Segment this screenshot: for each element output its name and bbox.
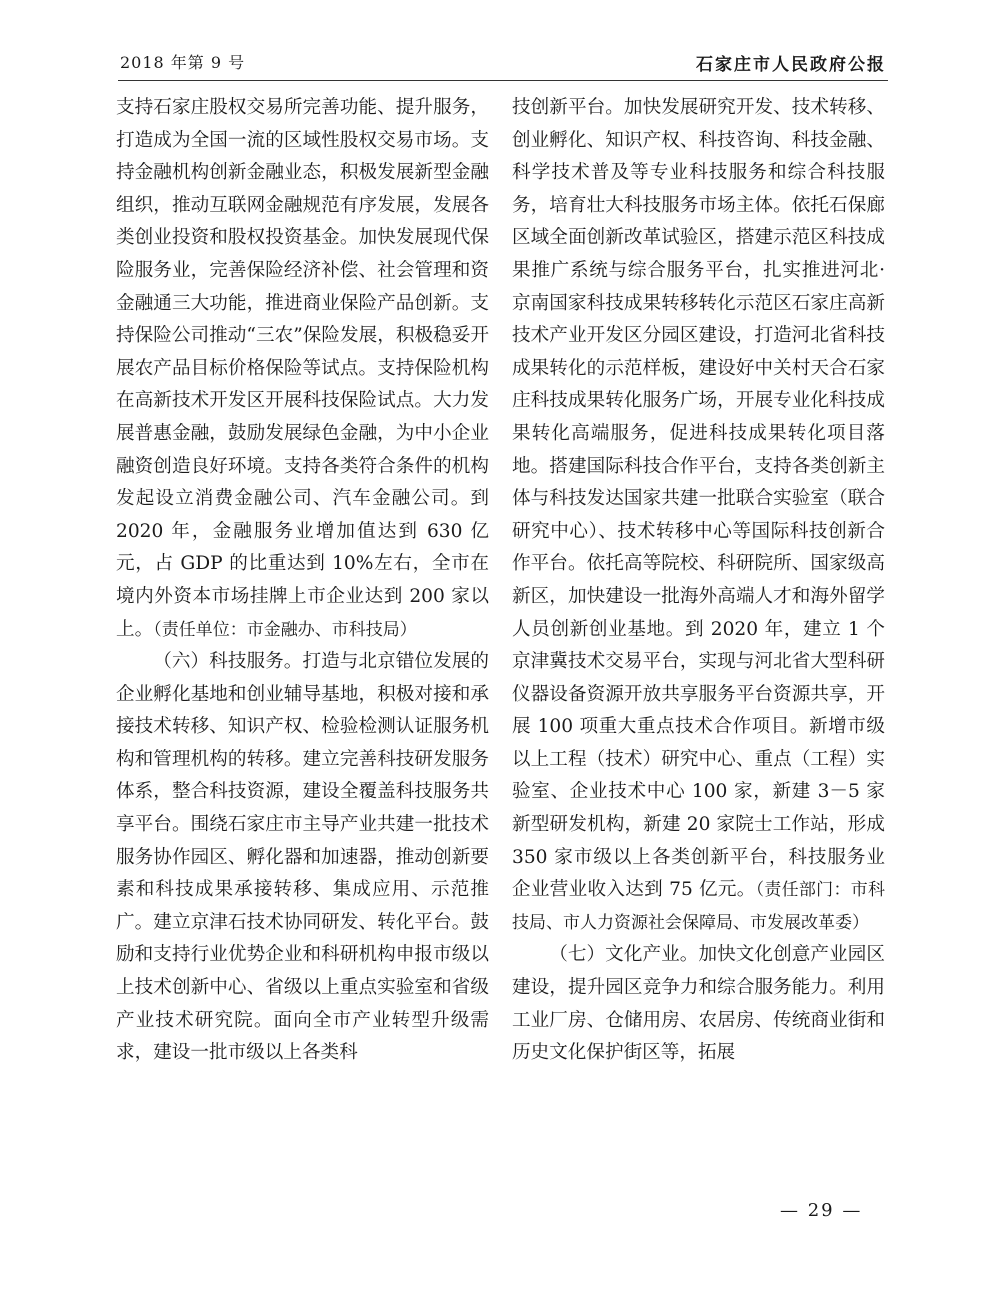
responsibility-note: （责任单位：市金融办、市科技局） — [153, 619, 417, 640]
page-header — [118, 50, 888, 81]
page-number: — 29 — — [780, 1200, 863, 1221]
paragraph-culture-industry: （七）文化产业。加快文化创意产业园区建设，提升园区竞争力和综合服务能力。利用工业厂房、仓储用房、农居房、传统商业街和历史文化保护街区等，拓展 — [512, 944, 885, 1064]
responsibility-note: （责任部门：市科技局、市人力资源社会保障局、市发展改革委） — [512, 880, 885, 933]
journal-title: 石家庄市人民政府公报 — [696, 55, 886, 75]
left-column — [116, 92, 489, 1070]
paragraph-text: 技创新平台。加快发展研究开发、技术转移、创业孵化、知识产权、科技咨询、科技金融、科学技术普及等专业科技服务和综合科技服务，培育壮大科技服务市场主体。依托石保廊区域全面创新改革试验区，搭建示范区科技成果推广系统与综合服务平台，扎实推进河北·京南国家科技成果转移转化示范区石家庄高新技术产业开发区分园区建设，打造河北省科技成果转化的示范样板，建设好中关村天合石家庄科技成果转化服务广场，开展专业化科技成果转化高端服务，促进科技成果转化项目落地。搭建国际科技合作平台，支持各类创新主体与科技发达国家共建一批联合实验室（联合研究中心）、技术转移中心等国际科技创新合作平台。依托高等院校、科研院所、国家级高新区，加快建设一批海外高端人才和海外留学人员创新创业基地。到 2020 年，建立 1 个京津冀技术交易平台，实现与河北省大型科研仪器设备资源开放共享服务平台资源共享，开展 100 项重大重点技术合作项目。新增市级以上工程（技术）研究中心、重点（工程）实验室、企业技术中心 100 家，新建 3－5 家新型研发机构，新建 20 家院士工作站，形成 350 家市级以上各类创新平台，科技服务业企业营业收入达到 75 亿元。 — [512, 97, 885, 901]
right-column — [512, 92, 885, 1070]
paragraph-tech-platforms — [512, 92, 885, 939]
issue-number: 2018 年第 9 号 — [120, 53, 246, 72]
paragraph-finance — [116, 92, 489, 646]
paragraph-text: 支持石家庄股权交易所完善功能、提升服务，打造成为全国一流的区域性股权交易市场。支持金融机构创新金融业态，积极发展新型金融组织，推动互联网金融规范有序发展，发展各类创业投资和股权投资基金。加快发展现代保险服务业，完善保险经济补偿、社会管理和资金融通三大功能，推进商业保险产品创新。支持保险公司推动“三农”保险发展，积极稳妥开展农产品目标价格保险等试点。支持保险机构在高新技术开发区开展科技保险试点。大力发展普惠金融，鼓励发展绿色金融，为中小企业融资创造良好环境。支持各类符合条件的机构发起设立消费金融公司、汽车金融公司。到 2020 年，金融服务业增加值达到 630 亿元，占 GDP 的比重达到 10%左右，全市在境内外资本市场挂牌上市企业达到 200 家以上。 — [116, 97, 489, 640]
paragraph-tech-services: （六）科技服务。打造与北京错位发展的企业孵化基地和创业辅导基地，积极对接和承接技术转移、知识产权、检验检测认证服务机构和管理机构的转移。建立完善科技研发服务体系，整合科技资源，建设全覆盖科技服务共享平台。围绕石家庄市主导产业共建一批技术服务协作园区、孵化器和加速器，推动创新要素和科技成果承接转移、集成应用、示范推广。建立京津石技术协同研发、转化平台。鼓励和支持行业优势企业和科研机构申报市级以上技术创新中心、省级以上重点实验室和省级产业技术研究院。面向全市产业转型升级需求，建设一批市级以上各类科 — [116, 651, 489, 1064]
